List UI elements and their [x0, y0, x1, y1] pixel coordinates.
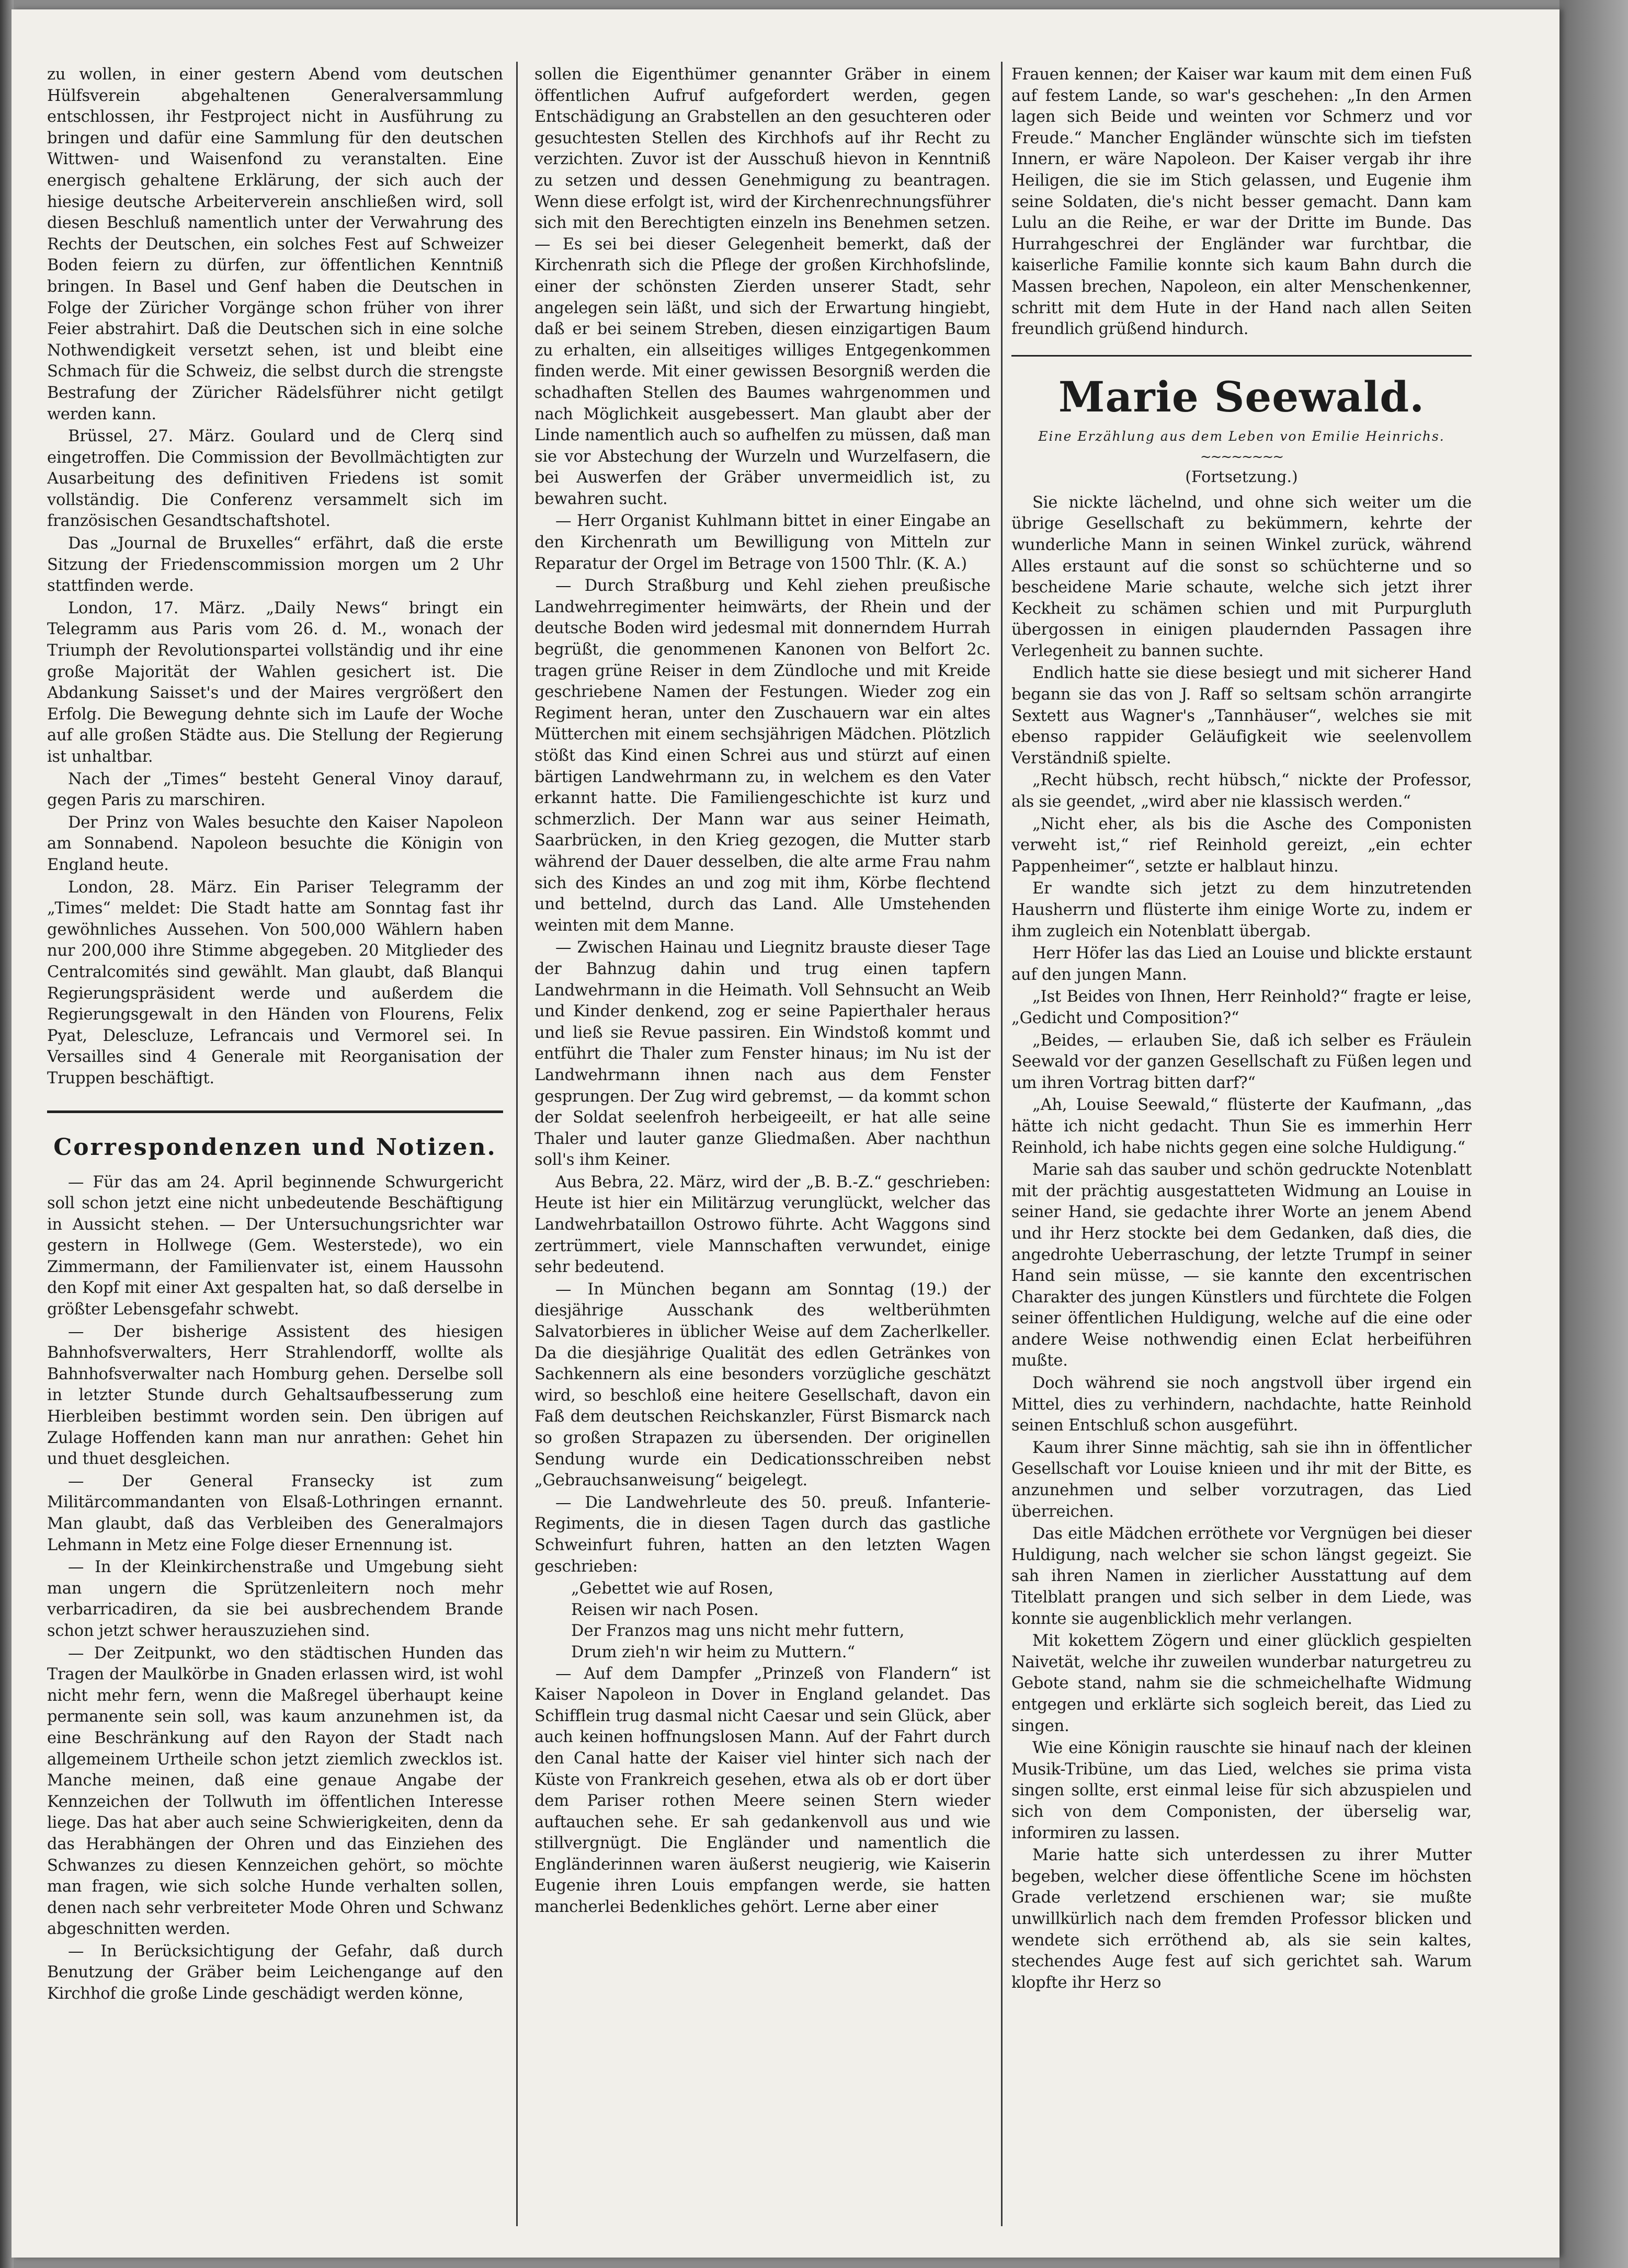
news-paragraph: Das „Journal de Bruxelles“ erfährt, daß die erste Sitzung der Friedenscommission morgen um 2 Uhr stattfinden werde.: [47, 534, 503, 595]
verse-line: Der Franzos mag uns nicht mehr futtern,: [571, 1622, 905, 1641]
column-rule: [1001, 62, 1003, 2226]
notice-paragraph: sollen die Eigenthümer genannter Gräber in einem öffentlichen Aufruf aufgefordert werden, gegen Entschädigung an Grabstellen an den gesuchteren oder gesuchtesten Stellen des Kirchhofs auf ihr Recht zu verzichten. Zuvor ist der Ausschuß hievon in Kenntniß zu setzen und dessen Genehmigung zu beantragen. Wenn diese erfolgt ist, wird der Kirchenrechnungsführer sich mit den Berechtigten einzeln ins Benehmen setzen. — Es sei bei dieser Gelegenheit bemerkt, daß der Kirchenrath sich die Pflege der großen Kirchhofslinde, einer der schönsten Zierden unserer Stadt, sehr angelegen sein läßt, und sich der Erwartung hingiebt, daß er bei seinem Streben, diesen einzigartigen Baum zu erhalten, ein allseitiges williges Entgegenkommen finden werde. Mit einer gewissen Besorgniß werden die schadhaften Stellen des Baumes wahrgenommen und nach Möglichkeit ausgebessert. Man glaubt aber der Linde namentlich auch so aufhelfen zu müssen, daß man sie vor Abstechung der Wurzeln und Wurzelfasern, die bei Auswerfen der Gräber unvermeidlich ist, zu bewahren sucht.: [534, 65, 991, 508]
notice-paragraph: Aus Bebra, 22. März, wird der „B. B.-Z.“ geschrieben: Heute ist hier ein Militärzug verunglückt, welcher das Landwehrbataillon Ostrowo führte. Acht Waggons sind zertrümmert, viele Mannschaften verwundet, einige sehr bedeutend.: [534, 1173, 991, 1277]
column-2: [534, 64, 991, 2226]
story-paragraph: Endlich hatte sie diese besiegt und mit sicherer Hand begann sie das von J. Raff so seltsam schön arrangirte Sextett aus Wagner's „Tannhäuser“, welches sie mit ebenso rappider Geläufigkeit wie seelenvollem Verständniß spielte.: [1011, 664, 1472, 768]
story-paragraph: Wie eine Königin rauschte sie hinauf nach der kleinen Musik-Tribüne, um das Lied, welches sie prima vista singen sollte, erst einmal leise für sich abzuspielen und sich von dem Componisten, der überselig war, informiren zu lassen.: [1011, 1739, 1472, 1842]
news-paragraph: Nach der „Times“ besteht General Vinoy darauf, gegen Paris zu marschiren.: [47, 770, 503, 810]
news-item-london: London, 17. März. „Daily News“ bringt ein Telegramm aus Paris vom 26. d. M., wonach der Triumph der Revolutionspartei vollständig und ihr eine große Majorität der Wahlen gesichert ist. Die Abdankung Saisset's und der Maires vergrößert den Erfolg. Die Bewegung dehnte sich im Laufe der Woche auf alle großen Städte aus. Die Stellung der Regierung ist unhaltbar.: [47, 599, 503, 766]
story-paragraph: Herr Höfer las das Lied an Louise und blickte erstaunt auf den jungen Mann.: [1011, 944, 1472, 984]
story-paragraph: Marie sah das sauber und schön gedruckte Notenblatt mit der prächtig ausgestatteten Widmung an Louise in seiner Hand, sie gedachte ihrer Worte an jenem Abend und ihr Herz stockte bei dem Gedanken, daß dies, die angedrohte Ueberraschung, der letzte Trumpf in seiner Hand sein müsse, — sie kannte den excentrischen Charakter des jungen Künstlers und fürchtete die Folgen seiner öffentlichen Huldigung, welche auf die eine oder andere Weise nothwendig einen Eclat herbeiführen mußte.: [1011, 1161, 1472, 1370]
story-paragraph: Kaum ihrer Sinne mächtig, sah sie ihn in öffentlicher Gesellschaft vor Louise knieen und ihr mit der Bitte, es anzunehmen und selber vorzutragen, das Lied überreichen.: [1011, 1438, 1472, 1521]
column-1: [47, 64, 503, 2226]
notice-paragraph: — Der bisherige Assistent des hiesigen Bahnhofsverwalters, Herr Strahlendorff, wollte als Bahnhofsverwalter nach Homburg gehen. Derselbe soll in letzter Stunde durch Gehaltsaufbesserung zum Hierbleiben bestimmt worden sein. Den übrigen auf Zulage Hoffenden kann man nur anrathen: Gehet hin und thuet desgleichen.: [47, 1322, 503, 1469]
story-paragraph: „Recht hübsch, recht hübsch,“ nickte der Professor, als sie geendet, „wird aber nie klassisch werden.“: [1011, 771, 1472, 811]
story-byline: Eine Erzählung aus dem Leben von Emilie Heinrichs.: [1038, 428, 1445, 444]
story-paragraph: „Ist Beides von Ihnen, Herr Reinhold?“ fragte er leise, „Gedicht und Composition?“: [1011, 988, 1472, 1027]
notice-paragraph: — Herr Organist Kuhlmann bittet in einer Eingabe an den Kirchenrath um Bewilligung von Mitteln zur Reparatur der Orgel im Betrage von 1500 Thlr. (K. A.): [534, 512, 991, 573]
verse-line: Reisen wir nach Posen.: [571, 1600, 759, 1619]
story-paragraph: „Beides, — erlauben Sie, daß ich selber es Fräulein Seewald vor der ganzen Gesellschaft zu Füßen legen und um ihren Vortrag bitten darf?“: [1011, 1031, 1472, 1092]
notice-paragraph: — Der Zeitpunkt, wo den städtischen Hunden das Tragen der Maulkörbe in Gnaden erlassen wird, ist wohl nicht mehr fern, wenn die Maßregel überhaupt keine permanente sein soll, was kaum anzunehmen ist, da eine Beschränkung auf den Rayon der Stadt nach allgemeinem Urtheile schon jetzt ziemlich zwecklos ist. Manche meinen, daß eine genaue Angabe der Kennzeichen der Tollwuth im öffentlichen Interesse liege. Das hat aber auch seine Schwierigkeiten, denn da das Herabhängen der Ohren und das Einziehen des Schwanzes zu diesen Kennzeichen gehört, so möchte man fragen, wie sich solche Hunde verhalten sollen, denen nach sehr verbreiteter Mode Ohren und Schwanz abgeschnitten werden.: [47, 1644, 503, 1939]
notice-paragraph: Frauen kennen; der Kaiser war kaum mit dem einen Fuß auf festem Lande, so war's geschehen: „In den Armen lagen sich Beide und weinten vor Schmerz und vor Freude.“ Mancher Engländer wünschte sich im tiefsten Innern, er wäre Napoleon. Der Kaiser vergab ihr ihre Heiligen, die sie im Stich gelassen, und Eugenie ihm seine Soldaten, die's nicht besser gemacht. Dann kam Lulu an die Reihe, er war der Dritte im Bunde. Das Hurrahgeschrei der Engländer war furchtbar, die kaiserliche Familie konnte sich kaum Bahn durch die Massen brechen, Napoleon, ein alter Menschenkenner, schritt mit dem Hute in der Hand nach allen Seiten freundlich grüßend hindurch.: [1011, 65, 1472, 339]
story-paragraph: Marie hatte sich unterdessen zu ihrer Mutter begeben, welcher diese öffentliche Scene im höchsten Grade verletzend erschienen war; sie mußte unwillkürlich nach dem fremden Professor blicken und wendete sich erröthend ab, als sie sein kaltes, stechendes Auge fest auf sich gerichtet sah. Warum klopfte ihr Herz so: [1011, 1846, 1472, 1992]
story-title: Marie Seewald.: [1058, 372, 1425, 421]
column-3: [1011, 64, 1472, 2226]
verse-block: [571, 1578, 991, 1663]
notice-paragraph: — Zwischen Hainau und Liegnitz brauste dieser Tage der Bahnzug dahin und trug einen tapfern Landwehrmann in die Heimath. Voll Sehnsucht an Weib und Kinder denkend, zog er seine Papierthaler heraus und ließ sie Revue passiren. Ein Windstoß kommt und entführt die Thaler zum Fenster hinaus; im Nu ist der Landwehrmann ihnen nach aus dem Fenster gesprungen. Der Zug wird gebremst, — da kommt schon der Soldat seelenfroh herbeigeeilt, er hat alle seine Thaler und lauter ganze Gliedmaßen. Aber nachthun soll's ihm Keiner.: [534, 938, 991, 1170]
notice-paragraph: — Für das am 24. April beginnende Schwurgericht soll schon jetzt eine nicht unbedeutende Beschäftigung in Aussicht stehen. — Der Untersuchungsrichter war gestern in Hollwege (Gem. Westerstede), wo ein Zimmermann, der Familienvater ist, einem Haussohn den Kopf mit einer Axt gespalten hat, so daß derselbe in größter Lebensgefahr schwebt.: [47, 1173, 503, 1319]
notice-paragraph: — Die Landwehrleute des 50. preuß. Infanterie-Regiments, die in diesen Tagen durch das gastliche Schweinfurt fuhren, hatten an den letzten Wagen geschrieben:: [534, 1493, 991, 1576]
column-rule: [516, 62, 518, 2226]
news-item-bruessel: Brüssel, 27. März. Goulard und de Clerq sind eingetroffen. Die Commission der Bevollmächtigten zur Ausarbeitung des definitiven Friedens ist somit vollständig. Die Conferenz versammelt sich im französischen Gesandtschaftshotel.: [47, 427, 503, 531]
notice-paragraph: — Durch Straßburg und Kehl ziehen preußische Landwehrregimenter heimwärts, der Rhein und der deutsche Boden wird jedesmal mit donnerndem Hurrah begrüßt, die genommenen Kanonen von Belfort 2c. tragen grüne Reiser in dem Zündloche und mit Kreide geschriebene Namen der Festungen. Wieder zog ein Regiment heran, unter den Zuschauern war ein altes Mütterchen mit einem sechsjährigen Mädchen. Plötzlich stößt das Kind einen Schrei aus und stürzt auf einen bärtigen Landwehrmann zu, in welchem es den Vater erkannt hatte. Die Familiengeschichte ist kurz und schmerzlich. Der Mann war aus seiner Heimath, Saarbrücken, in den Krieg gezogen, die Mutter starb während der Dauer desselben, die alte arme Frau nahm sich des Kindes an und zog mit ihm, Körbe flechtend und bettelnd, durch das Land. Alle Umstehenden weinten mit dem Manne.: [534, 577, 991, 935]
section-divider: [47, 1110, 503, 1113]
notice-paragraph: — In der Kleinkirchenstraße und Umgebung sieht man ungern die Sprützenleitern noch mehr verbarricadiren, da sie bei ausbrechendem Brande schon jetzt schwer herauszuziehen sind.: [47, 1558, 503, 1640]
story-paragraph: Er wandte sich jetzt zu dem hinzutretenden Hausherrn und flüsterte ihm einige Worte zu, indem er ihm zugleich ein Notenblatt übergab.: [1011, 879, 1472, 941]
continuation-label: (Fortsetzung.): [1185, 467, 1298, 486]
story-paragraph: Doch während sie noch angstvoll über irgend ein Mittel, dies zu verhindern, nachdachte, hatte Reinhold seinen Entschluß schon ausgeführt.: [1011, 1374, 1472, 1435]
newspaper-page: [12, 9, 1559, 2258]
notice-paragraph: — Auf dem Dampfer „Prinzeß von Flandern“ ist Kaiser Napoleon in Dover in England gelandet. Das Schifflein trug dasmal nicht Caesar und sein Glück, aber auch keinen hoffnungslosen Mann. Auf der Fahrt durch den Canal hatte der Kaiser viel hinter sich nach der Küste von Frankreich gesehen, etwa als ob er dort über dem Pariser rothen Meere seinen Stern wieder auftauchen sehe. Er sah gedankenvoll aus und wie stillvergnügt. Die Engländer und namentlich die Engländerinnen waren äußerst neugierig, wie Kaiserin Eugenie ihren Louis empfangen werde, sie hatten mancherlei Bedenkliches gehört. Lerne aber einer: [534, 1664, 991, 1917]
ornament-divider: ~~~~~~~~: [1200, 449, 1283, 465]
news-item-london: London, 28. März. Ein Pariser Telegramm der „Times“ meldet: Die Stadt hatte am Sonntag fast ihr gewöhnliches Aussehen. Von 500,000 Wählern haben nur 200,000 ihre Stimme abgegeben. 20 Mitglieder des Centralcomités sind gewählt. Man glaubt, daß Blanqui Regierungspräsident werde und außerdem die Regierungsgewalt in den Händen von Flourens, Felix Pyat, Delescluze, Lefrancais und Vermorel sei. In Versailles sind 4 Generale mit Reorganisation der Truppen beschäftigt.: [47, 878, 503, 1087]
story-paragraph: Das eitle Mädchen erröthete vor Vergnügen bei dieser Huldigung, nach welcher sie schon längst gegeizt. Sie sah ihren Namen in zierlicher Ausstattung auf dem Titelblatt prangen und sich selber in dem Liede, was konnte sie augenblicklich mehr verlangen.: [1011, 1525, 1472, 1628]
story-paragraph: Mit kokettem Zögern und einer glücklich gespielten Naivetät, welche ihr zuweilen wunderbar naturgetreu zu Gebote stand, nahm sie die schmeichelhafte Widmung entgegen und erklärte sich sogleich bereit, das Lied zu singen.: [1011, 1632, 1472, 1735]
story-paragraph: „Nicht eher, als bis die Asche des Componisten verweht ist,“ rief Reinhold gereizt, „ein echter Pappenheimer“, setzte er halblaut hinzu.: [1011, 815, 1472, 876]
notice-paragraph: — In Berücksichtigung der Gefahr, daß durch Benutzung der Gräber beim Leichengange auf den Kirchhof die große Linde geschädigt werden könne,: [47, 1942, 503, 2003]
notice-paragraph: — In München begann am Sonntag (19.) der diesjährige Ausschank des weltberühmten Salvatorbieres in üblicher Weise auf dem Zacherlkeller. Da die diesjährige Qualität des edlen Getränkes von Sachkennern als eine besonders vorzügliche geschätzt wird, so beschloß eine heitere Gesellschaft, davon ein Faß dem deutschen Reichskanzler, Fürst Bismarck nach so großen Strapazen zu übersenden. Der originellen Sendung wurde ein Dedicationsschreiben nebst „Gebrauchsanweisung“ beigelegt.: [534, 1280, 991, 1490]
story-paragraph: „Ah, Louise Seewald,“ flüsterte der Kaufmann, „das hätte ich nicht gedacht. Thun Sie es immerhin Herr Reinhold, ich habe nichts gegen eine solche Huldigung.“: [1011, 1096, 1472, 1157]
verse-line: „Gebettet wie auf Rosen,: [571, 1579, 774, 1598]
news-paragraph: Der Prinz von Wales besuchte den Kaiser Napoleon am Sonnabend. Napoleon besuchte die Königin von England heute.: [47, 813, 503, 874]
section-heading: Correspondenzen und Notizen.: [53, 1133, 497, 1161]
article-paragraph: zu wollen, in einer gestern Abend vom deutschen Hülfsverein abgehaltenen Generalversammlung entschlossen, ihr Festproject nicht in Ausführung zu bringen und dafür eine Sammlung für den deutschen Wittwen- und Waisenfond zu veranstalten. Eine energisch gehaltene Erklärung, der sich auch der hiesige deutsche Arbeiterverein anschließen wird, soll diesen Beschluß namentlich unter der Verwahrung des Rechts der Deutschen, ein solches Fest auf Schweizer Boden feiern zu dürfen, zur öffentlichen Kenntniß bringen. In Basel und Genf haben die Deutschen in Folge der Züricher Vorgänge schon früher von ihrer Feier abstrahirt. Daß die Deutschen sich in eine solche Nothwendigkeit versetzt sehen, ist und bleibt eine Schmach für die Schweiz, die selbst durch die strengste Bestrafung der Züricher Rädelsführer nicht getilgt werden kann.: [47, 65, 503, 423]
section-divider: [1011, 355, 1472, 357]
scan-right-edge: [1559, 0, 1628, 2268]
notice-paragraph: — Der General Fransecky ist zum Militärcommandanten von Elsaß-Lothringen ernannt. Man glaubt, daß das Verbleiben des Generalmajors Lehmann in Metz eine Folge dieser Ernennung ist.: [47, 1472, 503, 1554]
story-paragraph: Sie nickte lächelnd, und ohne sich weiter um die übrige Gesellschaft zu bekümmern, kehrte der wunderliche Mann in seinen Winkel zurück, während Alles erstaunt auf die sonst so schüchterne und so bescheidene Marie schaute, welche sich jetzt ihrer Keckheit zu schämen schien und mit Purpurgluth übergossen in einigen plaudernden Passagen ihre Verlegenheit zu bannen suchte.: [1011, 493, 1472, 660]
verse-line: Drum zieh'n wir heim zu Muttern.“: [571, 1643, 856, 1662]
